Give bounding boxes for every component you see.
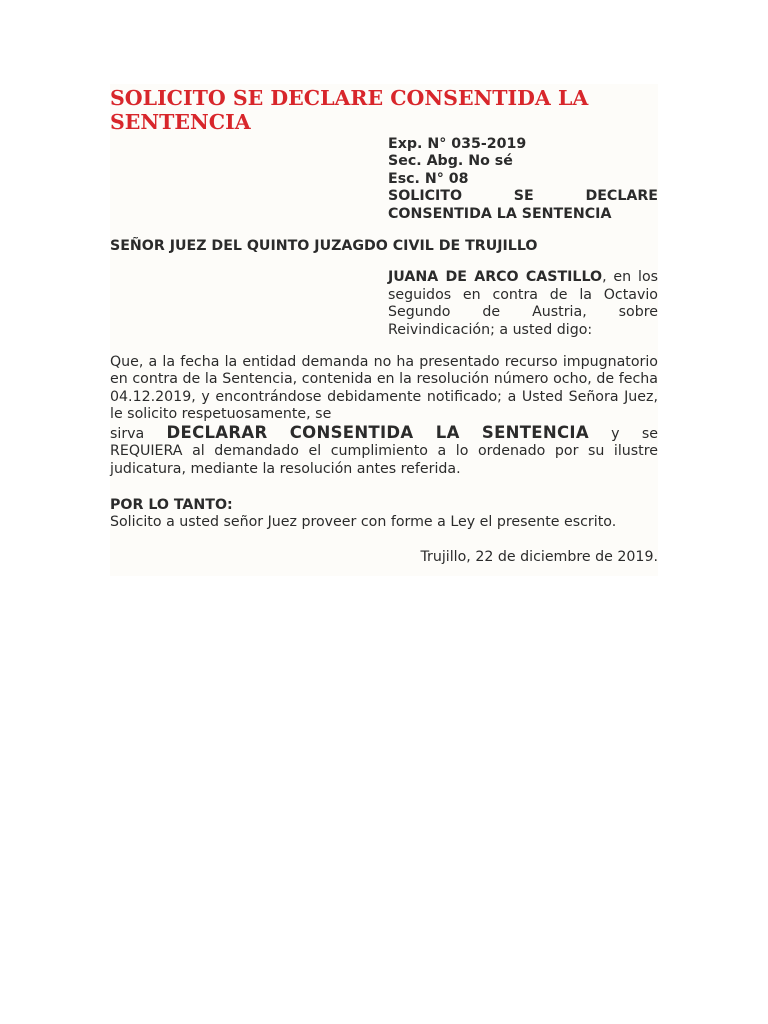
summary-line-1 [388,188,658,205]
summary-line-2: CONSENTIDA LA SENTENCIA [388,205,612,222]
case-file-number: Exp. N° 035-2019 [388,136,527,152]
emphasis-word: SENTENCIA [481,422,589,442]
emphasis-line [110,424,658,443]
body-word-sirva: sirva [110,425,145,442]
petitioner-intro [388,269,658,339]
filing-number: Esc. N° 08 [388,170,469,187]
emphasis-word: DECLARAR [166,422,268,442]
petitioner-name: JUANA DE ARCO CASTILLO [388,269,603,286]
body-text-part1: Que, a la fecha la entidad demanda no ha presentado recurso impugnatorio en contra de la Sentencia, contenida en la resolución número ocho, de fecha 04.12.2019, y encontrándose debidamente notificado; a Usted Señora Juez, le solicito respetuosamente, se [110,354,658,423]
por-lo-tanto-text: Solicito a usted señor Juez proveer con forme a Ley el presente escrito. [110,514,617,531]
legal-document [110,84,658,576]
summary-word: SE [513,188,534,205]
document-title: SOLICITO SE DECLARE CONSENTIDA LA SENTENCIA [110,86,589,134]
body-text-part2: REQUIERA al demandado el cumplimiento a lo ordenado por su ilustre judicatura, mediante la resolución antes referida. [110,443,658,477]
emphasis-word: CONSENTIDA [289,422,414,442]
summary-word: DECLARE [585,188,658,205]
body-word-y: y [611,425,620,442]
intro-text: , en los seguidos en contra de la Octavio Segundo de Austria, sobre Reivindicación; a usted digo: [388,269,659,338]
emphasis-word: LA [435,422,460,442]
por-lo-tanto-heading: POR LO TANTO: [110,496,233,513]
court-secretary: Sec. Abg. No sé [388,153,513,170]
summary-word: SOLICITO [388,188,463,205]
case-header [388,136,658,223]
addressee: SEÑOR JUEZ DEL QUINTO JUZAGDO CIVIL DE TRUJILLO [110,238,538,255]
main-paragraph [110,354,658,478]
body-word-se: se [641,425,658,442]
document-date: Trujillo, 22 de diciembre de 2019. [420,548,658,565]
